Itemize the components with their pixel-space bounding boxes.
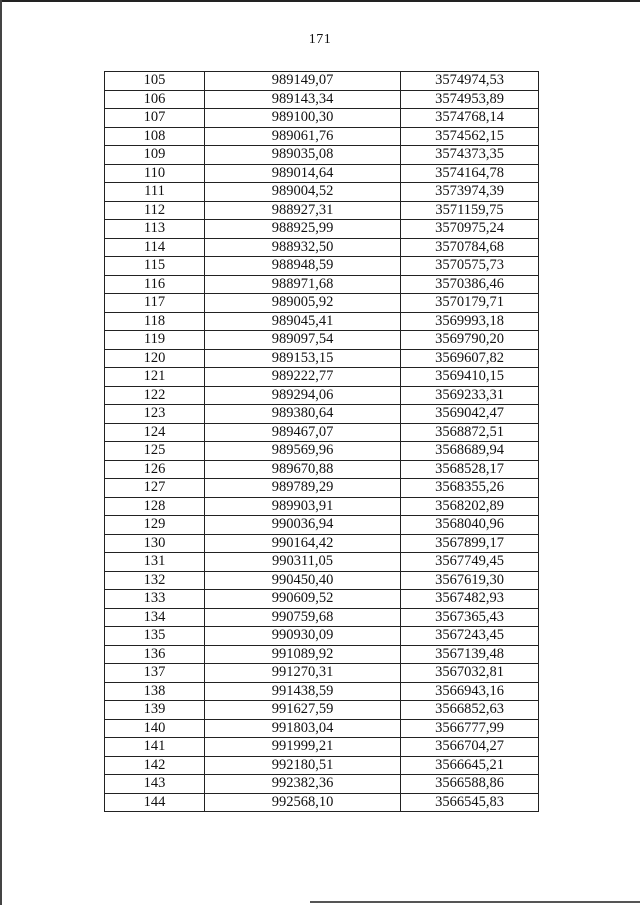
table-row <box>105 164 539 183</box>
y-coordinate-cell: 3570784,68 <box>401 238 539 257</box>
y-coordinate-cell: 3567243,45 <box>401 627 539 646</box>
point-number-cell: 137 <box>105 664 205 683</box>
y-coordinate-cell: 3568689,94 <box>401 442 539 461</box>
x-coordinate-cell: 992180,51 <box>205 756 401 775</box>
y-coordinate-cell: 3566777,99 <box>401 719 539 738</box>
x-coordinate-cell: 989005,92 <box>205 294 401 313</box>
coordinates-table <box>104 71 539 812</box>
x-coordinate-cell: 989569,96 <box>205 442 401 461</box>
page-edge-top <box>0 0 640 2</box>
y-coordinate-cell: 3567139,48 <box>401 645 539 664</box>
table-row <box>105 608 539 627</box>
x-coordinate-cell: 991438,59 <box>205 682 401 701</box>
point-number-cell: 116 <box>105 275 205 294</box>
table-row <box>105 257 539 276</box>
x-coordinate-cell: 991089,92 <box>205 645 401 664</box>
point-number-cell: 144 <box>105 793 205 812</box>
x-coordinate-cell: 990036,94 <box>205 516 401 535</box>
x-coordinate-cell: 989014,64 <box>205 164 401 183</box>
table-row <box>105 72 539 91</box>
x-coordinate-cell: 991999,21 <box>205 738 401 757</box>
point-number-cell: 127 <box>105 479 205 498</box>
x-coordinate-cell: 990759,68 <box>205 608 401 627</box>
x-coordinate-cell: 988925,99 <box>205 220 401 239</box>
table-row <box>105 109 539 128</box>
table-row <box>105 423 539 442</box>
point-number-cell: 132 <box>105 571 205 590</box>
x-coordinate-cell: 989380,64 <box>205 405 401 424</box>
table-row <box>105 349 539 368</box>
x-coordinate-cell: 989149,07 <box>205 72 401 91</box>
y-coordinate-cell: 3569993,18 <box>401 312 539 331</box>
x-coordinate-cell: 989467,07 <box>205 423 401 442</box>
point-number-cell: 112 <box>105 201 205 220</box>
y-coordinate-cell: 3570179,71 <box>401 294 539 313</box>
point-number-cell: 141 <box>105 738 205 757</box>
point-number-cell: 125 <box>105 442 205 461</box>
table-row <box>105 664 539 683</box>
table-row <box>105 534 539 553</box>
page-edge-bottom <box>310 901 640 903</box>
y-coordinate-cell: 3574953,89 <box>401 90 539 109</box>
table-row <box>105 386 539 405</box>
table-row <box>105 331 539 350</box>
y-coordinate-cell: 3566588,86 <box>401 775 539 794</box>
x-coordinate-cell: 991627,59 <box>205 701 401 720</box>
point-number-cell: 111 <box>105 183 205 202</box>
table-row <box>105 738 539 757</box>
y-coordinate-cell: 3571159,75 <box>401 201 539 220</box>
page-edge-left <box>0 0 2 905</box>
x-coordinate-cell: 989061,76 <box>205 127 401 146</box>
table-row <box>105 682 539 701</box>
table-row <box>105 127 539 146</box>
point-number-cell: 134 <box>105 608 205 627</box>
table-row <box>105 756 539 775</box>
point-number-cell: 114 <box>105 238 205 257</box>
x-coordinate-cell: 989789,29 <box>205 479 401 498</box>
table-row <box>105 146 539 165</box>
coordinates-table-body <box>105 72 539 812</box>
y-coordinate-cell: 3568355,26 <box>401 479 539 498</box>
y-coordinate-cell: 3568872,51 <box>401 423 539 442</box>
table-row <box>105 719 539 738</box>
y-coordinate-cell: 3569410,15 <box>401 368 539 387</box>
point-number-cell: 124 <box>105 423 205 442</box>
point-number-cell: 136 <box>105 645 205 664</box>
y-coordinate-cell: 3567899,17 <box>401 534 539 553</box>
y-coordinate-cell: 3574164,78 <box>401 164 539 183</box>
table-row <box>105 516 539 535</box>
x-coordinate-cell: 988927,31 <box>205 201 401 220</box>
x-coordinate-cell: 989045,41 <box>205 312 401 331</box>
y-coordinate-cell: 3568040,96 <box>401 516 539 535</box>
table-row <box>105 183 539 202</box>
y-coordinate-cell: 3569790,20 <box>401 331 539 350</box>
table-row <box>105 220 539 239</box>
table-row <box>105 405 539 424</box>
table-row <box>105 497 539 516</box>
point-number-cell: 122 <box>105 386 205 405</box>
point-number-cell: 128 <box>105 497 205 516</box>
table-row <box>105 627 539 646</box>
x-coordinate-cell: 989035,08 <box>205 146 401 165</box>
point-number-cell: 130 <box>105 534 205 553</box>
y-coordinate-cell: 3574974,53 <box>401 72 539 91</box>
point-number-cell: 118 <box>105 312 205 331</box>
y-coordinate-cell: 3566852,63 <box>401 701 539 720</box>
table-row <box>105 793 539 812</box>
y-coordinate-cell: 3567482,93 <box>401 590 539 609</box>
point-number-cell: 123 <box>105 405 205 424</box>
point-number-cell: 117 <box>105 294 205 313</box>
point-number-cell: 126 <box>105 460 205 479</box>
point-number-cell: 106 <box>105 90 205 109</box>
x-coordinate-cell: 989903,91 <box>205 497 401 516</box>
y-coordinate-cell: 3566943,16 <box>401 682 539 701</box>
y-coordinate-cell: 3568528,17 <box>401 460 539 479</box>
y-coordinate-cell: 3566545,83 <box>401 793 539 812</box>
x-coordinate-cell: 990609,52 <box>205 590 401 609</box>
point-number-cell: 129 <box>105 516 205 535</box>
x-coordinate-cell: 988932,50 <box>205 238 401 257</box>
point-number-cell: 109 <box>105 146 205 165</box>
table-row <box>105 775 539 794</box>
table-row <box>105 553 539 572</box>
x-coordinate-cell: 991270,31 <box>205 664 401 683</box>
table-row <box>105 312 539 331</box>
table-row <box>105 238 539 257</box>
x-coordinate-cell: 989153,15 <box>205 349 401 368</box>
point-number-cell: 140 <box>105 719 205 738</box>
table-row <box>105 90 539 109</box>
point-number-cell: 143 <box>105 775 205 794</box>
table-row <box>105 571 539 590</box>
x-coordinate-cell: 988948,59 <box>205 257 401 276</box>
y-coordinate-cell: 3566645,21 <box>401 756 539 775</box>
table-row <box>105 442 539 461</box>
x-coordinate-cell: 990930,09 <box>205 627 401 646</box>
table-row <box>105 201 539 220</box>
y-coordinate-cell: 3567365,43 <box>401 608 539 627</box>
point-number-cell: 135 <box>105 627 205 646</box>
x-coordinate-cell: 990311,05 <box>205 553 401 572</box>
point-number-cell: 131 <box>105 553 205 572</box>
y-coordinate-cell: 3567749,45 <box>401 553 539 572</box>
x-coordinate-cell: 989294,06 <box>205 386 401 405</box>
table-row <box>105 590 539 609</box>
y-coordinate-cell: 3567619,30 <box>401 571 539 590</box>
y-coordinate-cell: 3570386,46 <box>401 275 539 294</box>
point-number-cell: 139 <box>105 701 205 720</box>
x-coordinate-cell: 989143,34 <box>205 90 401 109</box>
point-number-cell: 107 <box>105 109 205 128</box>
y-coordinate-cell: 3574768,14 <box>401 109 539 128</box>
x-coordinate-cell: 992382,36 <box>205 775 401 794</box>
table-row <box>105 368 539 387</box>
table-row <box>105 479 539 498</box>
y-coordinate-cell: 3569042,47 <box>401 405 539 424</box>
point-number-cell: 115 <box>105 257 205 276</box>
y-coordinate-cell: 3574562,15 <box>401 127 539 146</box>
table-row <box>105 294 539 313</box>
y-coordinate-cell: 3569233,31 <box>401 386 539 405</box>
y-coordinate-cell: 3573974,39 <box>401 183 539 202</box>
point-number-cell: 113 <box>105 220 205 239</box>
x-coordinate-cell: 989100,30 <box>205 109 401 128</box>
y-coordinate-cell: 3570975,24 <box>401 220 539 239</box>
point-number-cell: 119 <box>105 331 205 350</box>
table-row <box>105 275 539 294</box>
y-coordinate-cell: 3566704,27 <box>401 738 539 757</box>
x-coordinate-cell: 990164,42 <box>205 534 401 553</box>
y-coordinate-cell: 3568202,89 <box>401 497 539 516</box>
y-coordinate-cell: 3569607,82 <box>401 349 539 368</box>
x-coordinate-cell: 989097,54 <box>205 331 401 350</box>
table-row <box>105 460 539 479</box>
point-number-cell: 133 <box>105 590 205 609</box>
page-number: 171 <box>308 32 332 47</box>
y-coordinate-cell: 3574373,35 <box>401 146 539 165</box>
table-row <box>105 701 539 720</box>
x-coordinate-cell: 990450,40 <box>205 571 401 590</box>
table-row <box>105 645 539 664</box>
point-number-cell: 105 <box>105 72 205 91</box>
y-coordinate-cell: 3570575,73 <box>401 257 539 276</box>
x-coordinate-cell: 989222,77 <box>205 368 401 387</box>
x-coordinate-cell: 989004,52 <box>205 183 401 202</box>
x-coordinate-cell: 991803,04 <box>205 719 401 738</box>
point-number-cell: 121 <box>105 368 205 387</box>
point-number-cell: 138 <box>105 682 205 701</box>
y-coordinate-cell: 3567032,81 <box>401 664 539 683</box>
x-coordinate-cell: 989670,88 <box>205 460 401 479</box>
point-number-cell: 110 <box>105 164 205 183</box>
point-number-cell: 120 <box>105 349 205 368</box>
point-number-cell: 108 <box>105 127 205 146</box>
x-coordinate-cell: 992568,10 <box>205 793 401 812</box>
x-coordinate-cell: 988971,68 <box>205 275 401 294</box>
point-number-cell: 142 <box>105 756 205 775</box>
